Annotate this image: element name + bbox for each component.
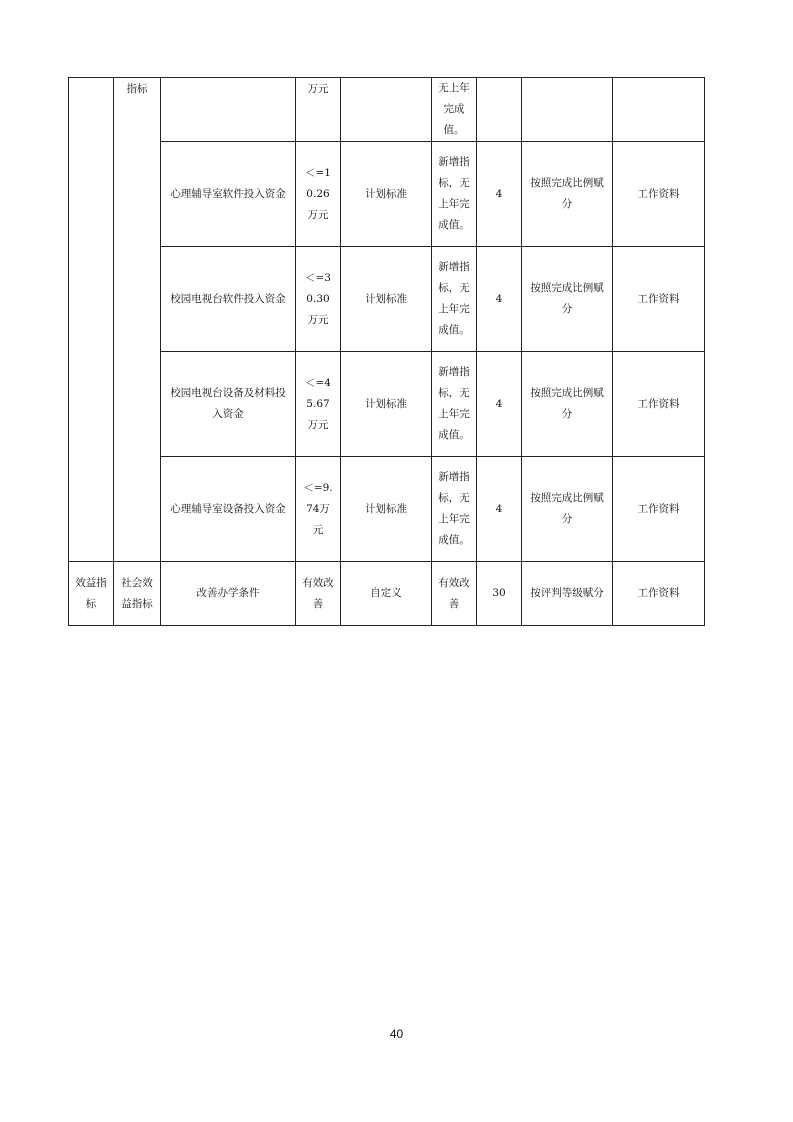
note-cell: 新增指标，无上年完成值。: [432, 247, 477, 352]
table-row: [69, 247, 705, 352]
score-cell: 4: [477, 247, 522, 352]
note-cell: 有效改善: [432, 562, 477, 626]
table-row: [69, 352, 705, 457]
level2-cell: 社会效益指标: [114, 562, 161, 626]
indicator-name-cell: 校园电视台设备及材料投入资金: [161, 352, 296, 457]
note-cell: 新增指标，无上年完成值。: [432, 457, 477, 562]
method-cell: 按照完成比例赋分: [522, 352, 613, 457]
performance-indicator-table: [68, 77, 705, 626]
level1-cell: 效益指标: [69, 562, 114, 626]
standard-cell: [341, 78, 432, 142]
indicator-value-cell: 有效改善: [296, 562, 341, 626]
score-cell: 4: [477, 457, 522, 562]
page-number: 40: [389, 1027, 404, 1041]
table-row: [69, 562, 705, 626]
note-cell: 无上年完成值。: [432, 78, 477, 142]
table-row: [69, 142, 705, 247]
level2-cell: 指标: [114, 78, 161, 562]
indicator-value-cell: ＜=10.26万元: [296, 142, 341, 247]
indicator-value-cell: 万元: [296, 78, 341, 142]
indicator-name-cell: 校园电视台软件投入资金: [161, 247, 296, 352]
indicator-value-cell: ＜=9.74万元: [296, 457, 341, 562]
source-cell: 工作资料: [613, 457, 705, 562]
indicator-name-cell: 改善办学条件: [161, 562, 296, 626]
indicator-name-cell: 心理辅导室设备投入资金: [161, 457, 296, 562]
method-cell: 按照完成比例赋分: [522, 247, 613, 352]
score-cell: 4: [477, 142, 522, 247]
table-row: [69, 78, 705, 142]
note-cell: 新增指标，无上年完成值。: [432, 352, 477, 457]
indicator-value-cell: ＜=30.30万元: [296, 247, 341, 352]
method-cell: 按评判等级赋分: [522, 562, 613, 626]
method-cell: 按照完成比例赋分: [522, 142, 613, 247]
level1-cell-empty: [69, 78, 114, 562]
note-cell: 新增指标，无上年完成值。: [432, 142, 477, 247]
standard-cell: 计划标准: [341, 142, 432, 247]
indicator-name-cell: [161, 78, 296, 142]
standard-cell: 计划标准: [341, 352, 432, 457]
source-cell: 工作资料: [613, 562, 705, 626]
indicator-name-cell: 心理辅导室软件投入资金: [161, 142, 296, 247]
method-cell: [522, 78, 613, 142]
indicator-value-cell: ＜=45.67万元: [296, 352, 341, 457]
score-cell: 30: [477, 562, 522, 626]
table-row: [69, 457, 705, 562]
standard-cell: 计划标准: [341, 247, 432, 352]
source-cell: 工作资料: [613, 142, 705, 247]
source-cell: [613, 78, 705, 142]
method-cell: 按照完成比例赋分: [522, 457, 613, 562]
score-cell: [477, 78, 522, 142]
standard-cell: 计划标准: [341, 457, 432, 562]
source-cell: 工作资料: [613, 247, 705, 352]
score-cell: 4: [477, 352, 522, 457]
standard-cell: 自定义: [341, 562, 432, 626]
source-cell: 工作资料: [613, 352, 705, 457]
